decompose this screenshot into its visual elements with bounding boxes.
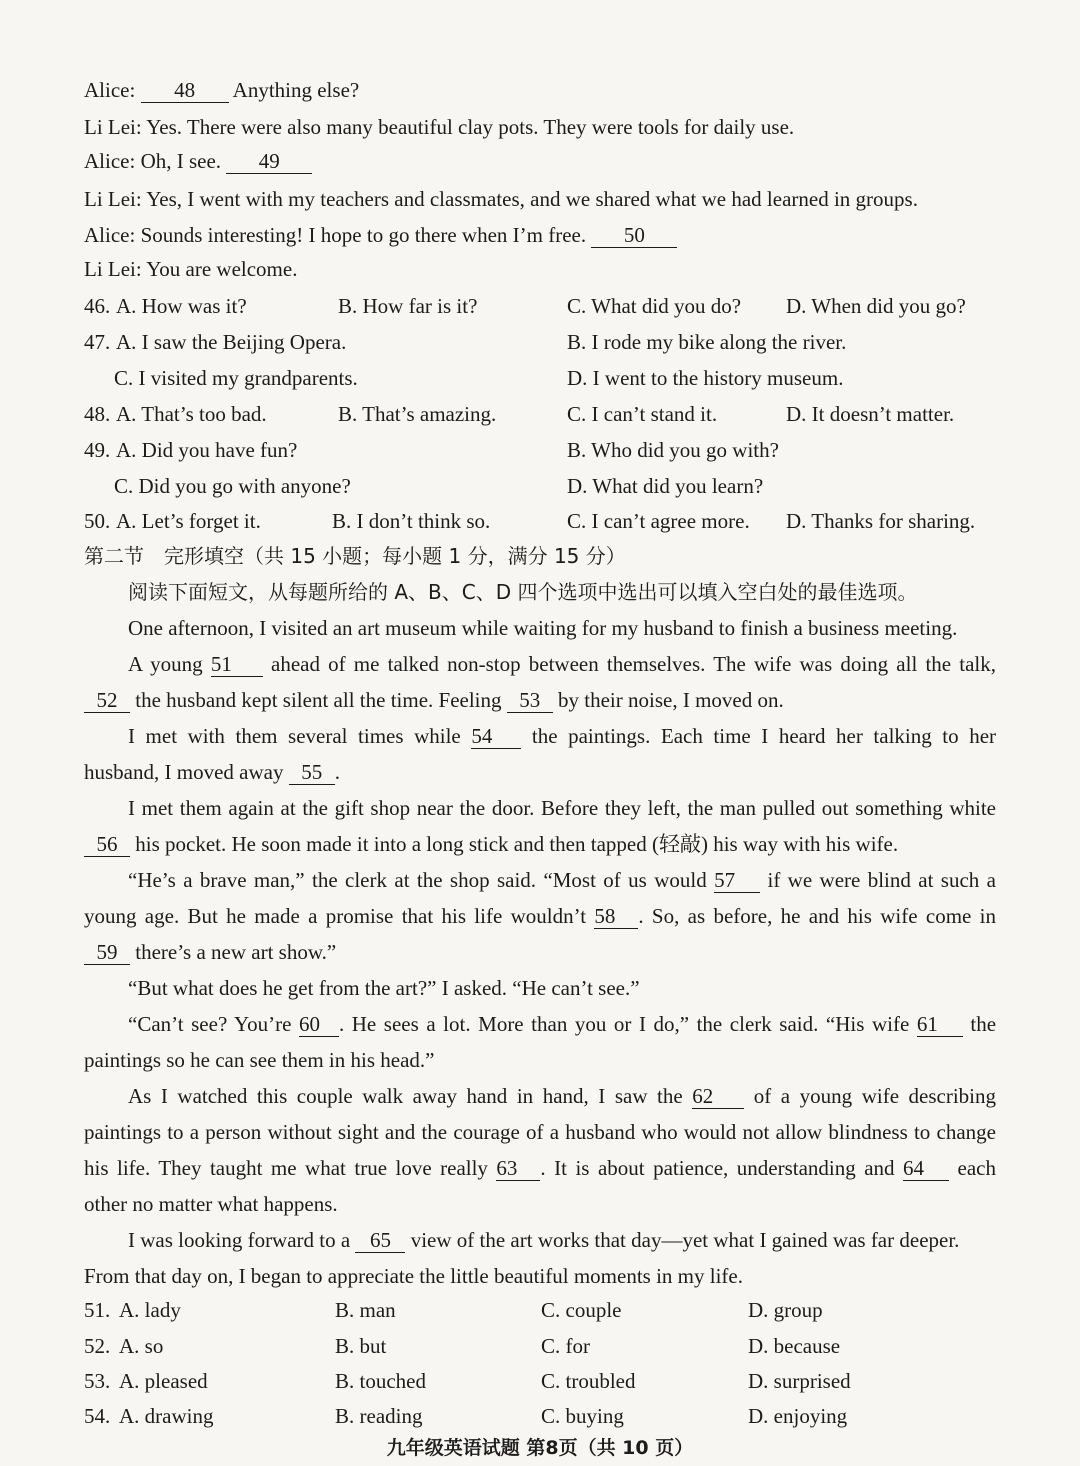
passage-line: 59 there’s a new art show.” <box>84 934 996 970</box>
passage-line: his life. They taught me what true love really 63 . It is about patience, understanding and 64 each <box>84 1156 996 1180</box>
blank: 61 <box>917 1012 963 1037</box>
blank: 51 <box>211 652 263 677</box>
option[interactable]: D. surprised <box>748 1369 851 1393</box>
dialogue-line: Li Lei: You are welcome. <box>84 257 298 281</box>
dialogue-line: Li Lei: Yes. There were also many beautiful clay pots. They were tools for daily use. <box>84 115 795 139</box>
option[interactable]: D. What did you learn? <box>567 474 764 498</box>
option[interactable]: A. lady <box>119 1298 181 1322</box>
option[interactable]: B. touched <box>335 1369 426 1393</box>
speaker: Alice: <box>84 149 136 173</box>
blank: 50 <box>591 223 677 248</box>
option[interactable]: B. That’s amazing. <box>338 402 497 426</box>
blank: 58 <box>594 904 638 929</box>
question-number: 50. <box>84 509 111 533</box>
option[interactable]: C. I can’t stand it. <box>567 402 718 426</box>
passage-line: other no matter what happens. <box>84 1192 338 1216</box>
option[interactable]: D. I went to the history museum. <box>567 366 844 390</box>
blank: 52 <box>84 688 130 713</box>
passage-line: paintings so he can see them in his head.” <box>84 1048 435 1072</box>
blank: 63 <box>496 1156 540 1181</box>
option[interactable]: C. troubled <box>541 1369 636 1393</box>
speaker: Li Lei: <box>84 115 142 139</box>
speaker: Li Lei: <box>84 257 142 281</box>
option[interactable]: B. but <box>335 1334 387 1358</box>
option[interactable]: A. Let’s forget it. <box>116 509 261 533</box>
question-number: 49. <box>84 438 111 462</box>
option[interactable]: C. for <box>541 1334 590 1358</box>
blank: 57 <box>714 868 760 893</box>
option[interactable]: D. group <box>748 1298 823 1322</box>
passage-line: paintings to a person without sight and the courage of a husband who would not allow blindness to change <box>84 1120 996 1144</box>
speaker: Alice: <box>84 78 136 102</box>
option[interactable]: D. enjoying <box>748 1404 848 1428</box>
option[interactable]: A. How was it? <box>116 294 247 318</box>
question-number: 51. <box>84 1298 111 1322</box>
section-heading: 第二节 完形填空（共 15 小题；每小题 1 分，满分 15 分） <box>84 544 626 568</box>
blank: 60 <box>299 1012 339 1037</box>
option[interactable]: C. I visited my grandparents. <box>114 366 358 390</box>
passage-line: “He’s a brave man,” the clerk at the shop said. “Most of us would 57 if we were blind at such a <box>128 868 996 892</box>
option[interactable]: B. Who did you go with? <box>567 438 779 462</box>
passage-line: 52 the husband kept silent all the time. Feeling 53 by their noise, I moved on. <box>84 682 996 718</box>
question-number: 47. <box>84 330 111 354</box>
passage-line: husband, I moved away 55 . <box>84 760 340 784</box>
blank: 65 <box>355 1228 405 1253</box>
option[interactable]: C. I can’t agree more. <box>567 509 750 533</box>
question-number: 52. <box>84 1334 111 1358</box>
passage-line: “Can’t see? You’re 60 . He sees a lot. More than you or I do,” the clerk said. “His wife 61 the <box>128 1012 997 1036</box>
passage-line: I met with them several times while 54 the paintings. Each time I heard her talking to her <box>128 724 997 748</box>
option[interactable]: B. I don’t think so. <box>332 509 491 533</box>
question-number: 54. <box>84 1404 111 1428</box>
option[interactable]: A. so <box>119 1334 164 1358</box>
question-number: 53. <box>84 1369 111 1393</box>
section-instruction: 阅读下面短文，从每题所给的 A、B、C、D 四个选项中选出可以填入空白处的最佳选项。 <box>128 580 918 604</box>
option[interactable]: B. reading <box>335 1404 423 1428</box>
question-number: 48. <box>84 402 111 426</box>
question-number: 46. <box>84 294 111 318</box>
option[interactable]: D. because <box>748 1334 841 1358</box>
blank: 53 <box>507 688 553 713</box>
option[interactable]: C. What did you do? <box>567 294 742 318</box>
blank: 59 <box>84 940 130 965</box>
passage-line: A young 51 ahead of me talked non-stop between themselves. The wife was doing all the talk, <box>128 652 997 676</box>
page-footer: 九年级英语试题 第8页（共 10 页） <box>386 1437 694 1459</box>
option[interactable]: B. man <box>335 1298 396 1322</box>
option[interactable]: C. couple <box>541 1298 622 1322</box>
dialogue-line: Alice: Oh, I see. 49 <box>84 143 996 179</box>
passage-line: “But what does he get from the art?” I asked. “He can’t see.” <box>128 976 640 1000</box>
dialogue-line: Alice: Sounds interesting! I hope to go there when I’m free. 50 <box>84 217 996 253</box>
dialogue-line: Li Lei: Yes, I went with my teachers and classmates, and we shared what we had learned in groups. <box>84 187 918 211</box>
option[interactable]: A. drawing <box>119 1404 214 1428</box>
option[interactable]: D. When did you go? <box>786 294 966 318</box>
blank: 64 <box>903 1156 949 1181</box>
passage-line: One afternoon, I visited an art museum while waiting for my husband to finish a business meeting. <box>128 616 958 640</box>
speaker: Li Lei: <box>84 187 142 211</box>
passage-line: 56 his pocket. He soon made it into a long stick and then tapped (轻敲) his way with his wife. <box>84 826 996 862</box>
blank: 48 <box>141 78 229 103</box>
option[interactable]: B. I rode my bike along the river. <box>567 330 847 354</box>
option[interactable]: A. pleased <box>119 1369 208 1393</box>
passage-line: I was looking forward to a 65 view of the art works that day—yet what I gained was far deeper. <box>128 1228 960 1252</box>
option[interactable]: D. It doesn’t matter. <box>786 402 955 426</box>
passage-line: From that day on, I began to appreciate the little beautiful moments in my life. <box>84 1264 743 1288</box>
dialogue-line: Alice: 48 Anything else? <box>84 78 360 102</box>
option[interactable]: A. That’s too bad. <box>116 402 267 426</box>
passage-line: young age. But he made a promise that his life wouldn’t 58 . So, as before, he and his wife come in <box>84 904 997 928</box>
blank: 56 <box>84 832 130 857</box>
option[interactable]: A. I saw the Beijing Opera. <box>116 330 347 354</box>
option[interactable]: A. Did you have fun? <box>116 438 298 462</box>
blank: 49 <box>226 149 312 174</box>
option[interactable]: D. Thanks for sharing. <box>786 509 976 533</box>
option[interactable]: B. How far is it? <box>338 294 478 318</box>
speaker: Alice: <box>84 223 136 247</box>
passage-line: As I watched this couple walk away hand in hand, I saw the 62 of a young wife describing <box>128 1084 997 1108</box>
passage-line: I met them again at the gift shop near the door. Before they left, the man pulled out something white <box>128 796 996 820</box>
option[interactable]: C. buying <box>541 1404 624 1428</box>
blank: 62 <box>692 1084 744 1109</box>
option[interactable]: C. Did you go with anyone? <box>114 474 351 498</box>
blank: 55 <box>289 760 335 785</box>
blank: 54 <box>471 724 521 749</box>
